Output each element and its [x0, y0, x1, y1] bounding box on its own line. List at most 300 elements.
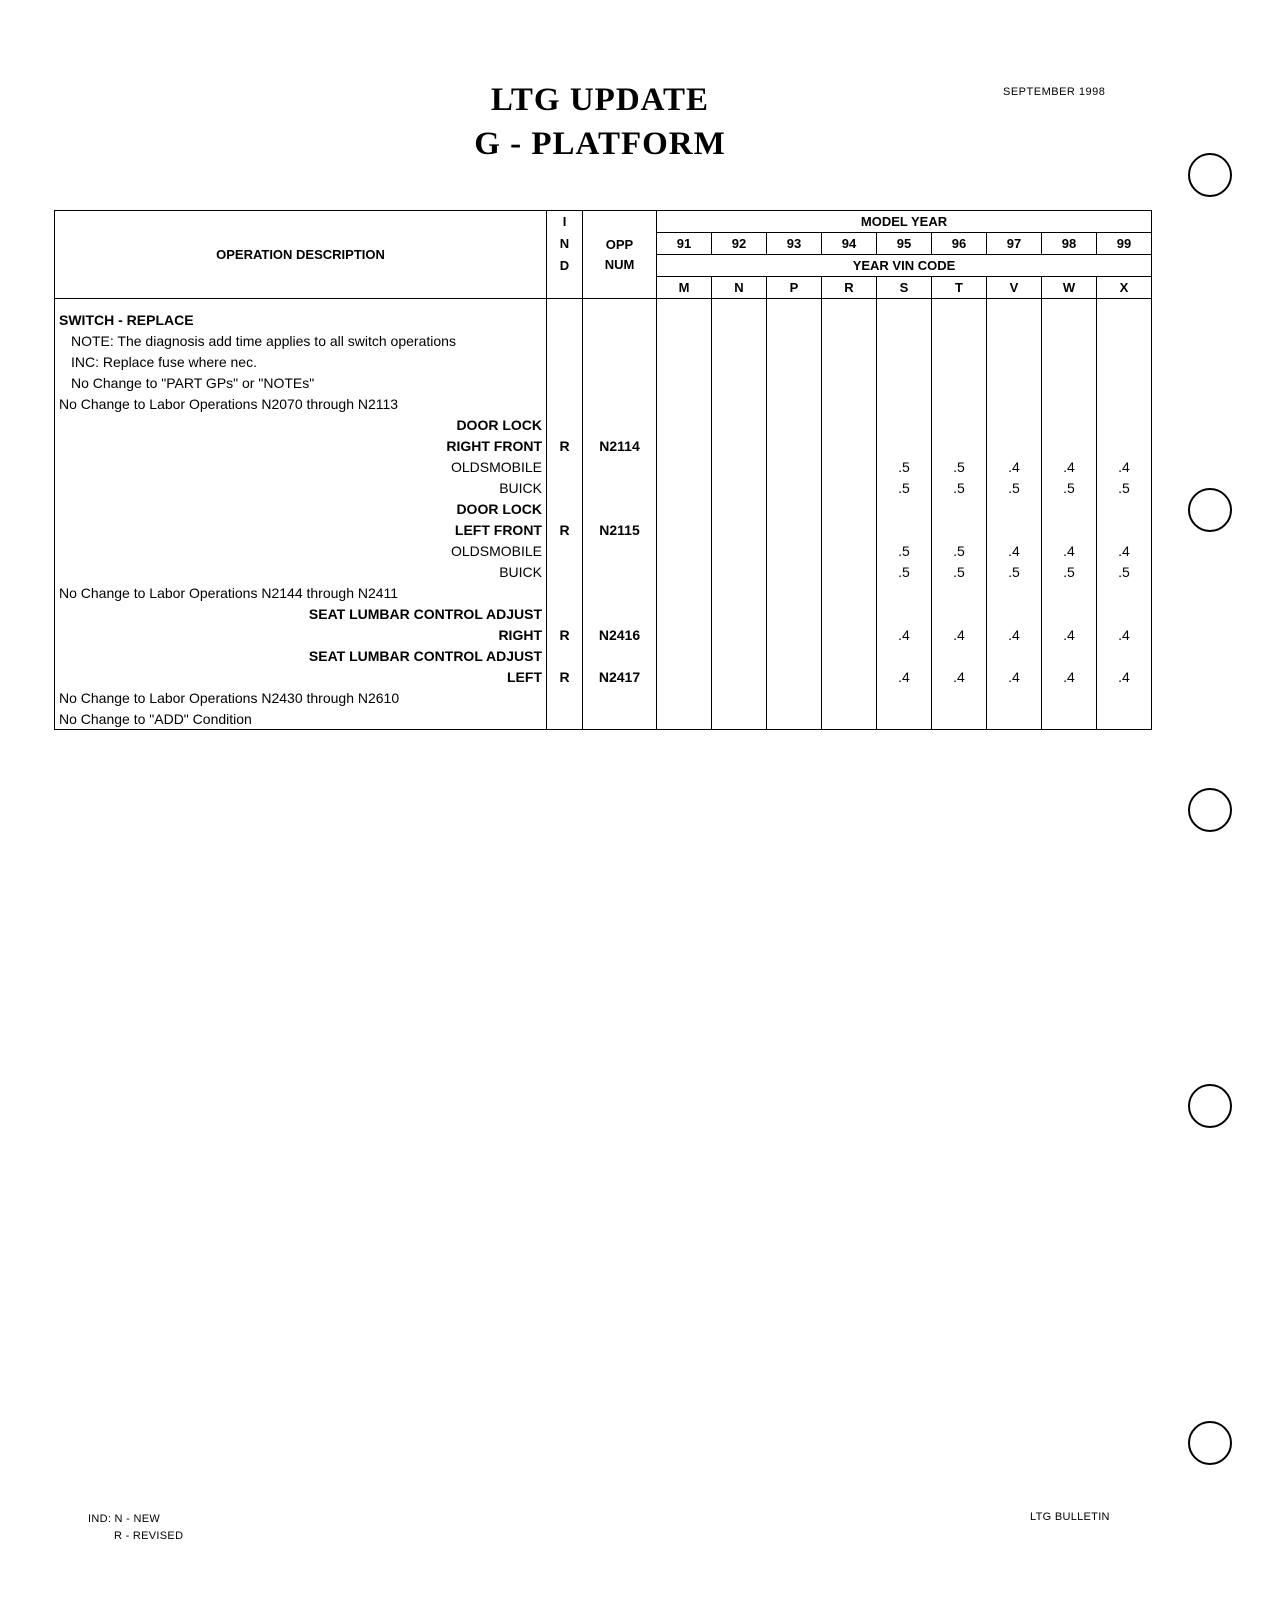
labor-time-cell	[822, 309, 877, 330]
binder-hole	[1188, 153, 1232, 197]
opp-num-cell	[583, 330, 657, 351]
labor-time-cell	[822, 519, 877, 540]
labor-time-cell	[657, 393, 712, 414]
operation-description: SEAT LUMBAR CONTROL ADJUST	[55, 645, 547, 666]
header-ind-1: I	[547, 211, 583, 233]
labor-time-cell	[712, 414, 767, 435]
labor-time-cell	[767, 498, 822, 519]
labor-time-cell	[822, 645, 877, 666]
table-row	[55, 540, 1152, 561]
labor-time-cell	[1097, 603, 1152, 624]
labor-time-cell	[987, 645, 1042, 666]
labor-time-cell	[767, 624, 822, 645]
labor-time-cell	[712, 309, 767, 330]
labor-time-cell	[1097, 519, 1152, 540]
ind-cell	[547, 561, 583, 582]
table-row	[55, 666, 1152, 687]
ind-cell	[547, 540, 583, 561]
labor-time-cell	[987, 309, 1042, 330]
labor-time-cell	[987, 372, 1042, 393]
labor-time-cell: .4	[1097, 666, 1152, 687]
table-row	[55, 624, 1152, 645]
labor-time-cell: .4	[1097, 624, 1152, 645]
binder-hole	[1188, 1421, 1232, 1465]
labor-time-cell	[932, 414, 987, 435]
page-subtitle: G - PLATFORM	[474, 126, 726, 162]
year-cell: 98	[1042, 233, 1097, 255]
vin-code-cell: R	[822, 277, 877, 299]
labor-time-cell	[657, 309, 712, 330]
opp-num-cell: N2114	[583, 435, 657, 456]
labor-time-cell: .5	[877, 456, 932, 477]
binder-hole	[1188, 788, 1232, 832]
ind-cell	[547, 498, 583, 519]
labor-time-cell	[767, 372, 822, 393]
labor-time-cell	[822, 603, 877, 624]
labor-time-cell	[987, 519, 1042, 540]
labor-time-cell	[712, 393, 767, 414]
labor-time-cell: .5	[987, 561, 1042, 582]
labor-time-cell: .5	[877, 561, 932, 582]
labor-time-cell	[712, 540, 767, 561]
labor-time-cell	[767, 435, 822, 456]
table-row	[55, 519, 1152, 540]
labor-time-cell	[1042, 708, 1097, 730]
header-ind-2: N	[547, 233, 583, 255]
operation-description: No Change to Labor Operations N2430 through N2610	[55, 687, 547, 708]
year-cell: 99	[1097, 233, 1152, 255]
legend-new: IND: N - NEW	[88, 1513, 161, 1525]
labor-time-cell: .5	[877, 477, 932, 498]
labor-time-cell	[767, 666, 822, 687]
labor-time-cell	[1042, 309, 1097, 330]
table-row	[55, 456, 1152, 477]
ind-cell: R	[547, 519, 583, 540]
labor-time-cell: .4	[1042, 456, 1097, 477]
operation-description: RIGHT FRONT	[55, 435, 547, 456]
labor-time-cell	[932, 498, 987, 519]
labor-time-cell	[657, 414, 712, 435]
labor-time-cell	[1042, 414, 1097, 435]
labor-time-cell	[822, 561, 877, 582]
labor-time-cell: .4	[1042, 666, 1097, 687]
labor-time-cell	[657, 561, 712, 582]
operation-description: No Change to "ADD" Condition	[55, 708, 547, 730]
labor-time-cell	[822, 435, 877, 456]
year-cell: 93	[767, 233, 822, 255]
labor-time-cell: .4	[932, 624, 987, 645]
page-title: LTG UPDATE	[490, 82, 710, 118]
labor-time-cell	[932, 351, 987, 372]
labor-time-cell	[657, 687, 712, 708]
labor-time-cell	[822, 540, 877, 561]
labor-time-cell	[657, 372, 712, 393]
labor-time-cell: .4	[987, 456, 1042, 477]
opp-num-cell	[583, 540, 657, 561]
ind-cell	[547, 351, 583, 372]
operation-description: LEFT FRONT	[55, 519, 547, 540]
ind-cell	[547, 582, 583, 603]
labor-time-cell	[877, 603, 932, 624]
labor-time-cell: .4	[987, 624, 1042, 645]
labor-time-cell	[932, 582, 987, 603]
ind-cell: R	[547, 435, 583, 456]
labor-time-cell	[1042, 435, 1097, 456]
opp-num-cell	[583, 498, 657, 519]
labor-time-cell	[932, 708, 987, 730]
labor-time-cell	[712, 666, 767, 687]
labor-time-cell	[987, 330, 1042, 351]
ind-cell	[547, 687, 583, 708]
labor-time-cell	[712, 519, 767, 540]
year-cell: 97	[987, 233, 1042, 255]
labor-time-cell	[712, 708, 767, 730]
labor-time-cell	[712, 477, 767, 498]
ind-cell	[547, 603, 583, 624]
ind-cell	[547, 477, 583, 498]
spacer-cell	[55, 299, 547, 310]
labor-time-cell	[657, 624, 712, 645]
labor-time-cell	[657, 666, 712, 687]
operation-description: No Change to Labor Operations N2144 through N2411	[55, 582, 547, 603]
vin-code-cell: P	[767, 277, 822, 299]
labor-time-cell	[657, 540, 712, 561]
table-row	[55, 498, 1152, 519]
opp-num-cell	[583, 561, 657, 582]
ind-cell	[547, 456, 583, 477]
labor-time-cell	[657, 477, 712, 498]
labor-time-cell	[767, 414, 822, 435]
opp-num-cell	[583, 477, 657, 498]
labor-time-cell	[1097, 393, 1152, 414]
labor-time-cell	[932, 687, 987, 708]
labor-time-cell	[877, 645, 932, 666]
labor-time-cell: .5	[932, 477, 987, 498]
labor-time-cell: .5	[932, 456, 987, 477]
labor-time-cell	[1097, 498, 1152, 519]
labor-time-cell	[932, 309, 987, 330]
labor-time-cell	[877, 309, 932, 330]
binder-hole	[1188, 1084, 1232, 1128]
operation-description: RIGHT	[55, 624, 547, 645]
header-year-vin-code: YEAR VIN CODE	[657, 255, 1152, 277]
legend-revised: R - REVISED	[114, 1530, 184, 1542]
labor-time-cell: .5	[932, 561, 987, 582]
labor-time-cell	[767, 309, 822, 330]
labor-time-cell	[822, 372, 877, 393]
labor-time-cell	[712, 687, 767, 708]
labor-time-cell	[932, 519, 987, 540]
labor-time-cell	[1042, 498, 1097, 519]
labor-time-cell	[987, 603, 1042, 624]
operation-description: BUICK	[55, 561, 547, 582]
labor-time-cell	[767, 645, 822, 666]
labor-time-cell	[712, 330, 767, 351]
ind-cell: R	[547, 666, 583, 687]
labor-time-cell	[877, 708, 932, 730]
labor-time-cell	[932, 372, 987, 393]
labor-time-cell	[822, 666, 877, 687]
labor-time-cell	[712, 351, 767, 372]
operation-description: OLDSMOBILE	[55, 456, 547, 477]
labor-time-cell	[932, 645, 987, 666]
header-model-year: MODEL YEAR	[657, 211, 1152, 233]
operation-description: NOTE: The diagnosis add time applies to all switch operations	[55, 330, 547, 351]
labor-time-cell	[822, 687, 877, 708]
labor-time-cell	[987, 414, 1042, 435]
bulletin-label: LTG BULLETIN	[1030, 1511, 1110, 1523]
table-row	[55, 603, 1152, 624]
labor-time-cell	[767, 603, 822, 624]
labor-time-cell	[712, 603, 767, 624]
labor-time-cell	[657, 456, 712, 477]
opp-num-cell	[583, 456, 657, 477]
labor-time-cell	[822, 414, 877, 435]
table-row	[55, 393, 1152, 414]
labor-time-cell	[767, 330, 822, 351]
labor-time-cell	[1097, 708, 1152, 730]
labor-time-cell	[932, 435, 987, 456]
labor-time-cell	[877, 351, 932, 372]
labor-time-cell	[987, 708, 1042, 730]
opp-num-cell: N2417	[583, 666, 657, 687]
labor-time-cell	[932, 393, 987, 414]
table-row	[55, 645, 1152, 666]
labor-time-cell	[877, 393, 932, 414]
year-cell: 92	[712, 233, 767, 255]
labor-time-cell	[1042, 687, 1097, 708]
labor-time-cell	[767, 540, 822, 561]
labor-time-cell	[822, 456, 877, 477]
labor-time-cell	[877, 330, 932, 351]
opp-num-cell	[583, 309, 657, 330]
labor-time-cell	[822, 393, 877, 414]
labor-time-cell	[657, 351, 712, 372]
labor-time-cell	[1097, 414, 1152, 435]
labor-time-cell: .5	[932, 540, 987, 561]
operation-description: OLDSMOBILE	[55, 540, 547, 561]
labor-time-cell	[987, 498, 1042, 519]
labor-time-cell: .4	[987, 666, 1042, 687]
ind-cell	[547, 414, 583, 435]
labor-time-cell	[822, 708, 877, 730]
labor-time-cell	[1097, 372, 1152, 393]
labor-time-cell: .5	[1097, 477, 1152, 498]
date-label: SEPTEMBER 1998	[1003, 86, 1106, 98]
opp-num-cell	[583, 372, 657, 393]
labor-time-cell	[932, 603, 987, 624]
opp-num-cell	[583, 582, 657, 603]
labor-time-cell	[1042, 519, 1097, 540]
labor-time-cell	[657, 519, 712, 540]
labor-time-cell	[877, 435, 932, 456]
labor-time-cell: .4	[1042, 624, 1097, 645]
labor-time-cell	[767, 561, 822, 582]
header-operation-description: OPERATION DESCRIPTION	[55, 211, 547, 299]
labor-time-cell	[1097, 687, 1152, 708]
ind-cell: R	[547, 624, 583, 645]
labor-time-cell	[767, 687, 822, 708]
labor-time-cell	[877, 582, 932, 603]
vin-code-cell: X	[1097, 277, 1152, 299]
labor-time-cell	[657, 603, 712, 624]
vin-code-cell: M	[657, 277, 712, 299]
opp-num-cell	[583, 603, 657, 624]
opp-num-cell	[583, 414, 657, 435]
year-cell: 95	[877, 233, 932, 255]
operation-description: No Change to "PART GPs" or "NOTEs"	[55, 372, 547, 393]
vin-code-cell: W	[1042, 277, 1097, 299]
table-row	[55, 435, 1152, 456]
labor-time-cell	[1097, 435, 1152, 456]
opp-num-cell	[583, 645, 657, 666]
labor-time-cell	[1042, 372, 1097, 393]
operation-description: BUICK	[55, 477, 547, 498]
labor-time-cell	[1097, 645, 1152, 666]
operation-description: DOOR LOCK	[55, 414, 547, 435]
table-row	[55, 330, 1152, 351]
labor-time-cell	[1042, 603, 1097, 624]
labor-time-cell	[987, 435, 1042, 456]
labor-time-cell	[657, 435, 712, 456]
year-cell: 94	[822, 233, 877, 255]
labor-time-cell	[767, 708, 822, 730]
labor-time-cell: .4	[1097, 456, 1152, 477]
table-row	[55, 414, 1152, 435]
opp-num-cell: N2115	[583, 519, 657, 540]
labor-time-cell	[987, 351, 1042, 372]
labor-time-cell	[657, 498, 712, 519]
opp-num-cell: N2416	[583, 624, 657, 645]
labor-time-cell	[657, 330, 712, 351]
labor-time-cell: .4	[877, 624, 932, 645]
opp-num-cell	[583, 351, 657, 372]
labor-time-cell	[1042, 351, 1097, 372]
labor-time-cell	[712, 372, 767, 393]
header-num: NUM	[583, 255, 657, 277]
ind-cell	[547, 330, 583, 351]
operation-description: No Change to Labor Operations N2070 through N2113	[55, 393, 547, 414]
labor-time-cell	[712, 582, 767, 603]
labor-time-cell: .5	[1042, 561, 1097, 582]
labor-time-cell	[822, 498, 877, 519]
labor-time-cell	[712, 435, 767, 456]
vin-code-cell: S	[877, 277, 932, 299]
table-row	[55, 687, 1152, 708]
table-row	[55, 582, 1152, 603]
opp-num-cell	[583, 687, 657, 708]
labor-time-cell	[932, 330, 987, 351]
labor-time-cell	[1097, 582, 1152, 603]
labor-time-cell	[712, 624, 767, 645]
operation-description: SEAT LUMBAR CONTROL ADJUST	[55, 603, 547, 624]
operation-description: SWITCH - REPLACE	[55, 309, 547, 330]
labor-time-cell	[767, 351, 822, 372]
binder-hole	[1188, 488, 1232, 532]
labor-time-cell	[712, 561, 767, 582]
table-row	[55, 477, 1152, 498]
labor-time-cell: .5	[877, 540, 932, 561]
ind-cell	[547, 372, 583, 393]
labor-time-cell	[1097, 351, 1152, 372]
labor-time-cell	[657, 645, 712, 666]
labor-time-cell	[767, 393, 822, 414]
year-cell: 96	[932, 233, 987, 255]
labor-time-cell	[712, 498, 767, 519]
labor-time-table	[54, 210, 1152, 730]
labor-time-cell	[1042, 393, 1097, 414]
labor-time-cell	[822, 624, 877, 645]
table-row	[55, 561, 1152, 582]
operation-description: LEFT	[55, 666, 547, 687]
labor-time-cell: .5	[1097, 561, 1152, 582]
vin-code-cell: N	[712, 277, 767, 299]
labor-time-cell: .4	[932, 666, 987, 687]
table-body	[55, 309, 1152, 730]
header-ind-spacer	[547, 277, 583, 299]
table-row	[55, 309, 1152, 330]
labor-time-cell	[1042, 582, 1097, 603]
labor-time-cell	[767, 582, 822, 603]
ind-cell	[547, 708, 583, 730]
labor-time-cell	[987, 687, 1042, 708]
labor-time-cell	[767, 477, 822, 498]
ind-cell	[547, 645, 583, 666]
labor-time-cell	[712, 456, 767, 477]
opp-num-cell	[583, 393, 657, 414]
labor-time-cell	[987, 393, 1042, 414]
labor-time-cell	[1042, 645, 1097, 666]
vin-code-cell: T	[932, 277, 987, 299]
table-row	[55, 351, 1152, 372]
header-opp: OPP	[583, 211, 657, 255]
table-row	[55, 372, 1152, 393]
labor-time-cell	[657, 708, 712, 730]
labor-time-cell	[987, 582, 1042, 603]
labor-time-cell	[1097, 309, 1152, 330]
year-cell: 91	[657, 233, 712, 255]
labor-time-cell: .4	[987, 540, 1042, 561]
labor-time-cell: .4	[877, 666, 932, 687]
operation-description: INC: Replace fuse where nec.	[55, 351, 547, 372]
header-ind-3: D	[547, 255, 583, 277]
labor-time-cell	[1042, 330, 1097, 351]
labor-time-cell: .4	[1097, 540, 1152, 561]
ind-cell	[547, 309, 583, 330]
labor-time-cell	[877, 687, 932, 708]
header-opp-spacer	[583, 277, 657, 299]
labor-time-cell	[822, 582, 877, 603]
labor-time-cell	[1097, 330, 1152, 351]
labor-time-cell	[712, 645, 767, 666]
labor-time-cell	[822, 477, 877, 498]
ind-cell	[547, 393, 583, 414]
labor-time-cell	[822, 351, 877, 372]
labor-time-cell	[822, 330, 877, 351]
operation-description: DOOR LOCK	[55, 498, 547, 519]
labor-time-cell	[877, 372, 932, 393]
labor-time-cell	[767, 519, 822, 540]
opp-num-cell	[583, 708, 657, 730]
table-row	[55, 708, 1152, 730]
labor-time-cell	[877, 414, 932, 435]
labor-time-cell: .5	[1042, 477, 1097, 498]
labor-time-cell	[877, 519, 932, 540]
labor-time-cell	[657, 582, 712, 603]
labor-time-cell	[767, 456, 822, 477]
vin-code-cell: V	[987, 277, 1042, 299]
labor-time-cell: .5	[987, 477, 1042, 498]
